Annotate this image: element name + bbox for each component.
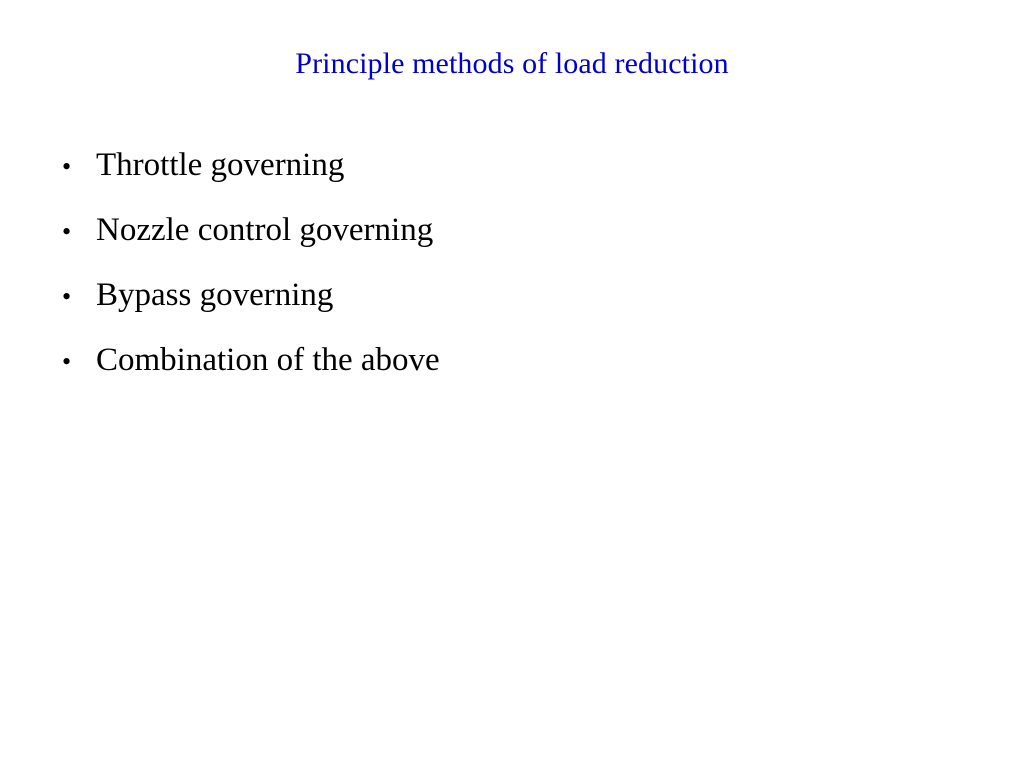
list-item [56, 143, 956, 189]
bullet-point-icon: • [62, 152, 72, 181]
list-item [56, 208, 956, 254]
list-item-label: Combination of the above [96, 342, 440, 378]
bullet-point-icon: • [62, 282, 72, 311]
page-title: Principle methods of load reduction [295, 47, 729, 80]
bullet-point-icon: • [62, 347, 72, 376]
list-item-label: Bypass governing [96, 277, 334, 313]
list-item-label: Nozzle control governing [96, 212, 434, 248]
bullet-point-icon: • [62, 217, 72, 246]
list-item [56, 273, 956, 319]
bullet-list [56, 143, 956, 403]
list-item [56, 338, 956, 384]
list-item-label: Throttle governing [96, 147, 345, 183]
